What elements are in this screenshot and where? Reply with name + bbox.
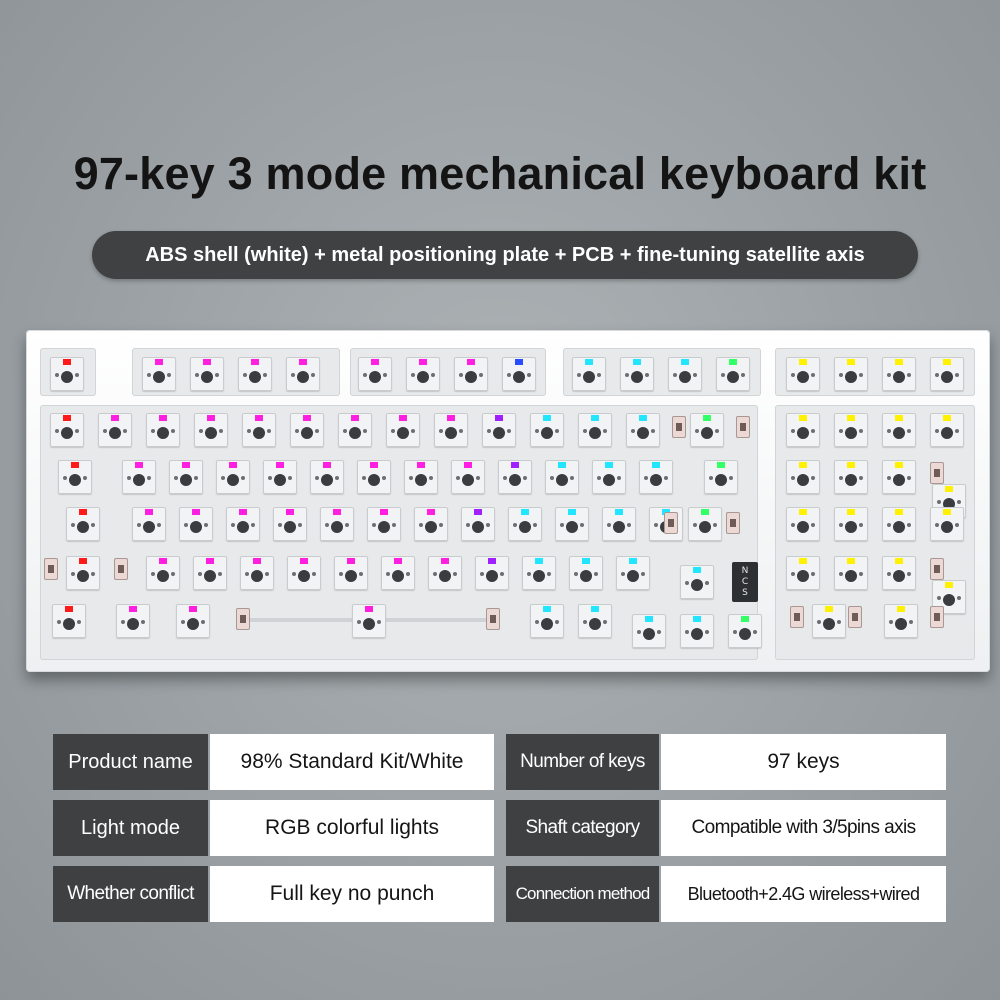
keyswitch-socket <box>834 507 868 541</box>
keyswitch-socket <box>502 357 536 391</box>
rgb-led <box>585 359 593 365</box>
keyswitch-socket <box>930 507 964 541</box>
rgb-led <box>189 606 197 612</box>
keyswitch-socket <box>116 604 150 638</box>
keyswitch-socket <box>240 556 274 590</box>
keyswitch-socket <box>786 507 820 541</box>
rgb-led <box>943 359 951 365</box>
keyswitch-socket <box>190 357 224 391</box>
keyswitch-socket <box>834 357 868 391</box>
spec-label-light-mode: Light mode <box>53 800 208 856</box>
keyswitch-socket <box>530 604 564 638</box>
rgb-led <box>145 509 153 515</box>
rgb-led <box>206 558 214 564</box>
rgb-led <box>945 582 953 588</box>
rgb-led <box>543 415 551 421</box>
keyswitch-socket <box>287 556 321 590</box>
keyswitch-socket <box>545 460 579 494</box>
keyswitch-socket <box>690 413 724 447</box>
keyswitch-socket <box>475 556 509 590</box>
keyswitch-socket <box>704 460 738 494</box>
keyswitch-socket <box>216 460 250 494</box>
rgb-led <box>65 606 73 612</box>
keyswitch-socket <box>578 604 612 638</box>
rgb-led <box>464 462 472 468</box>
stabilizer <box>486 608 500 630</box>
keyswitch-socket <box>66 507 100 541</box>
rgb-led <box>701 509 709 515</box>
rgb-led <box>825 606 833 612</box>
keyswitch-socket <box>728 614 762 648</box>
stabilizer <box>236 608 250 630</box>
spec-label-shaft-category: Shaft category <box>506 800 659 856</box>
keyswitch-socket <box>616 556 650 590</box>
keyswitch-socket <box>884 604 918 638</box>
rgb-led <box>419 359 427 365</box>
stabilizer <box>848 606 862 628</box>
keyswitch-socket <box>680 614 714 648</box>
keyswitch-socket <box>122 460 156 494</box>
rgb-led <box>441 558 449 564</box>
keyswitch-socket <box>142 357 176 391</box>
keyswitch-socket <box>310 460 344 494</box>
keyswitch-socket <box>461 507 495 541</box>
keyswitch-socket <box>498 460 532 494</box>
subtitle-text: ABS shell (white) + metal positioning plate + PCB + fine-tuning satellite axis <box>145 243 865 266</box>
keyswitch-socket <box>569 556 603 590</box>
rgb-led <box>300 558 308 564</box>
rgb-led <box>365 606 373 612</box>
rgb-led <box>155 359 163 365</box>
rgb-led <box>276 462 284 468</box>
keyswitch-socket <box>786 460 820 494</box>
keyswitch-socket <box>572 357 606 391</box>
rgb-led <box>253 558 261 564</box>
rgb-led <box>182 462 190 468</box>
keyswitch-socket <box>273 507 307 541</box>
stabilizer <box>672 416 686 438</box>
keyswitch-socket <box>834 556 868 590</box>
rgb-led <box>717 462 725 468</box>
keyswitch-socket <box>786 413 820 447</box>
stabilizer <box>930 606 944 628</box>
keyswitch-socket <box>238 357 272 391</box>
keyswitch-socket <box>146 556 180 590</box>
rgb-led <box>399 415 407 421</box>
rgb-led <box>370 462 378 468</box>
rgb-led <box>495 415 503 421</box>
keyswitch-socket <box>434 413 468 447</box>
rgb-led <box>111 415 119 421</box>
rgb-led <box>943 509 951 515</box>
rgb-led <box>333 509 341 515</box>
rgb-led <box>535 558 543 564</box>
keyswitch-socket <box>66 556 100 590</box>
rgb-led <box>394 558 402 564</box>
rgb-led <box>799 359 807 365</box>
keyswitch-socket <box>98 413 132 447</box>
keyswitch-socket <box>176 604 210 638</box>
keyswitch-socket <box>882 556 916 590</box>
keyswitch-socket <box>639 460 673 494</box>
rgb-led <box>63 415 71 421</box>
rgb-led <box>799 558 807 564</box>
rgb-led <box>159 415 167 421</box>
stabilizer <box>790 606 804 628</box>
keyswitch-socket <box>592 460 626 494</box>
rgb-led <box>895 359 903 365</box>
keyswitch-socket <box>428 556 462 590</box>
keyswitch-socket <box>352 604 386 638</box>
keyswitch-socket <box>786 556 820 590</box>
rgb-led <box>474 509 482 515</box>
rgb-led <box>351 415 359 421</box>
rgb-led <box>511 462 519 468</box>
rgb-led <box>895 509 903 515</box>
keyswitch-socket <box>226 507 260 541</box>
keyswitch-socket <box>882 507 916 541</box>
rgb-led <box>347 558 355 564</box>
rgb-led <box>521 509 529 515</box>
rgb-led <box>159 558 167 564</box>
stabilizer <box>726 512 740 534</box>
rgb-led <box>799 415 807 421</box>
rgb-led <box>897 606 905 612</box>
keyswitch-socket <box>620 357 654 391</box>
keyswitch-socket <box>632 614 666 648</box>
spec-label-whether-conflict: Whether conflict <box>53 866 208 922</box>
stabilizer <box>114 558 128 580</box>
keyswitch-socket <box>555 507 589 541</box>
rgb-led <box>229 462 237 468</box>
spec-value-product-name: 98% Standard Kit/White <box>210 734 494 790</box>
keyswitch-socket <box>179 507 213 541</box>
rgb-led <box>703 415 711 421</box>
keyswitch-socket <box>786 357 820 391</box>
keyswitch-socket <box>812 604 846 638</box>
rgb-led <box>71 462 79 468</box>
stabilizer <box>736 416 750 438</box>
rgb-led <box>192 509 200 515</box>
spec-value-connection-method: Bluetooth+2.4G wireless+wired <box>661 866 946 922</box>
rgb-led <box>945 486 953 492</box>
keyswitch-socket <box>578 413 612 447</box>
spec-label-number-of-keys: Number of keys <box>506 734 659 790</box>
rgb-led <box>129 606 137 612</box>
rgb-led <box>427 509 435 515</box>
keyswitch-socket <box>357 460 391 494</box>
keyswitch-socket <box>263 460 297 494</box>
rgb-led <box>847 415 855 421</box>
rgb-led <box>299 359 307 365</box>
rgb-led <box>729 359 737 365</box>
rgb-led <box>488 558 496 564</box>
keyswitch-socket <box>386 413 420 447</box>
keyswitch-socket <box>716 357 750 391</box>
keyswitch-socket <box>404 460 438 494</box>
rgb-led <box>943 415 951 421</box>
rgb-led <box>799 462 807 468</box>
stabilizer <box>930 558 944 580</box>
spec-value-number-of-keys: 97 keys <box>661 734 946 790</box>
keyswitch-socket <box>834 413 868 447</box>
rgb-led <box>323 462 331 468</box>
rgb-led <box>591 606 599 612</box>
keyswitch-socket <box>530 413 564 447</box>
rgb-led <box>681 359 689 365</box>
keyswitch-socket <box>882 460 916 494</box>
keyswitch-socket <box>290 413 324 447</box>
rgb-led <box>467 359 475 365</box>
keyswitch-socket <box>50 357 84 391</box>
rgb-led <box>693 567 701 573</box>
rgb-led <box>543 606 551 612</box>
spec-value-whether-conflict: Full key no punch <box>210 866 494 922</box>
keyswitch-socket <box>367 507 401 541</box>
rgb-led <box>645 616 653 622</box>
rgb-led <box>203 359 211 365</box>
keyswitch-socket <box>602 507 636 541</box>
rgb-led <box>847 509 855 515</box>
rgb-led <box>847 558 855 564</box>
keyswitch-socket <box>522 556 556 590</box>
rgb-led <box>239 509 247 515</box>
keyswitch-socket <box>882 413 916 447</box>
rgb-led <box>615 509 623 515</box>
rgb-led <box>741 616 749 622</box>
keyswitch-socket <box>930 413 964 447</box>
rgb-led <box>633 359 641 365</box>
page-title: 97-key 3 mode mechanical keyboard kit <box>73 148 927 199</box>
keyswitch-socket <box>688 507 722 541</box>
keyswitch-socket <box>194 413 228 447</box>
rgb-led <box>380 509 388 515</box>
keyswitch-socket <box>338 413 372 447</box>
rgb-led <box>568 509 576 515</box>
rgb-led <box>847 462 855 468</box>
subtitle-pill <box>92 231 918 279</box>
rgb-led <box>558 462 566 468</box>
rgb-led <box>582 558 590 564</box>
rgb-led <box>79 558 87 564</box>
rgb-led <box>251 359 259 365</box>
keyswitch-socket <box>406 357 440 391</box>
keyswitch-socket <box>680 565 714 599</box>
keyswitch-socket <box>286 357 320 391</box>
keyswitch-socket <box>169 460 203 494</box>
rgb-led <box>286 509 294 515</box>
keyswitch-socket <box>626 413 660 447</box>
keyswitch-socket <box>242 413 276 447</box>
keyswitch-socket <box>482 413 516 447</box>
keyswitch-socket <box>414 507 448 541</box>
rgb-led <box>847 359 855 365</box>
indicator-n: N <box>741 566 749 576</box>
spec-value-shaft-category: Compatible with 3/5pins axis <box>661 800 946 856</box>
stabilizer <box>930 462 944 484</box>
indicator-s: S <box>742 588 748 598</box>
rgb-led <box>591 415 599 421</box>
rgb-led <box>895 462 903 468</box>
mode-indicator-panel <box>732 562 758 602</box>
keyswitch-socket <box>882 357 916 391</box>
rgb-led <box>693 616 701 622</box>
keyswitch-socket <box>508 507 542 541</box>
keyswitch-socket <box>52 604 86 638</box>
keyswitch-socket <box>334 556 368 590</box>
keyswitch-socket <box>193 556 227 590</box>
stabilizer <box>664 512 678 534</box>
keyswitch-socket <box>834 460 868 494</box>
keyswitch-socket <box>381 556 415 590</box>
rgb-led <box>417 462 425 468</box>
rgb-led <box>303 415 311 421</box>
rgb-led <box>63 359 71 365</box>
keyswitch-socket <box>454 357 488 391</box>
keyswitch-socket <box>50 413 84 447</box>
indicator-c: C <box>741 577 749 587</box>
keyswitch-socket <box>668 357 702 391</box>
rgb-led <box>255 415 263 421</box>
rgb-led <box>639 415 647 421</box>
rgb-led <box>895 415 903 421</box>
rgb-led <box>652 462 660 468</box>
keyswitch-socket <box>451 460 485 494</box>
rgb-led <box>79 509 87 515</box>
rgb-led <box>629 558 637 564</box>
rgb-led <box>207 415 215 421</box>
rgb-led <box>135 462 143 468</box>
spec-label-product-name: Product name <box>53 734 208 790</box>
rgb-led <box>371 359 379 365</box>
keyswitch-socket <box>58 460 92 494</box>
keyswitch-socket <box>132 507 166 541</box>
keyswitch-socket <box>358 357 392 391</box>
rgb-led <box>895 558 903 564</box>
keyswitch-socket <box>146 413 180 447</box>
spec-value-light-mode: RGB colorful lights <box>210 800 494 856</box>
spec-label-connection-method: Connection method <box>506 866 659 922</box>
stabilizer <box>44 558 58 580</box>
rgb-led <box>605 462 613 468</box>
rgb-led <box>799 509 807 515</box>
rgb-led <box>515 359 523 365</box>
keyswitch-socket <box>320 507 354 541</box>
rgb-led <box>447 415 455 421</box>
keyswitch-socket <box>930 357 964 391</box>
